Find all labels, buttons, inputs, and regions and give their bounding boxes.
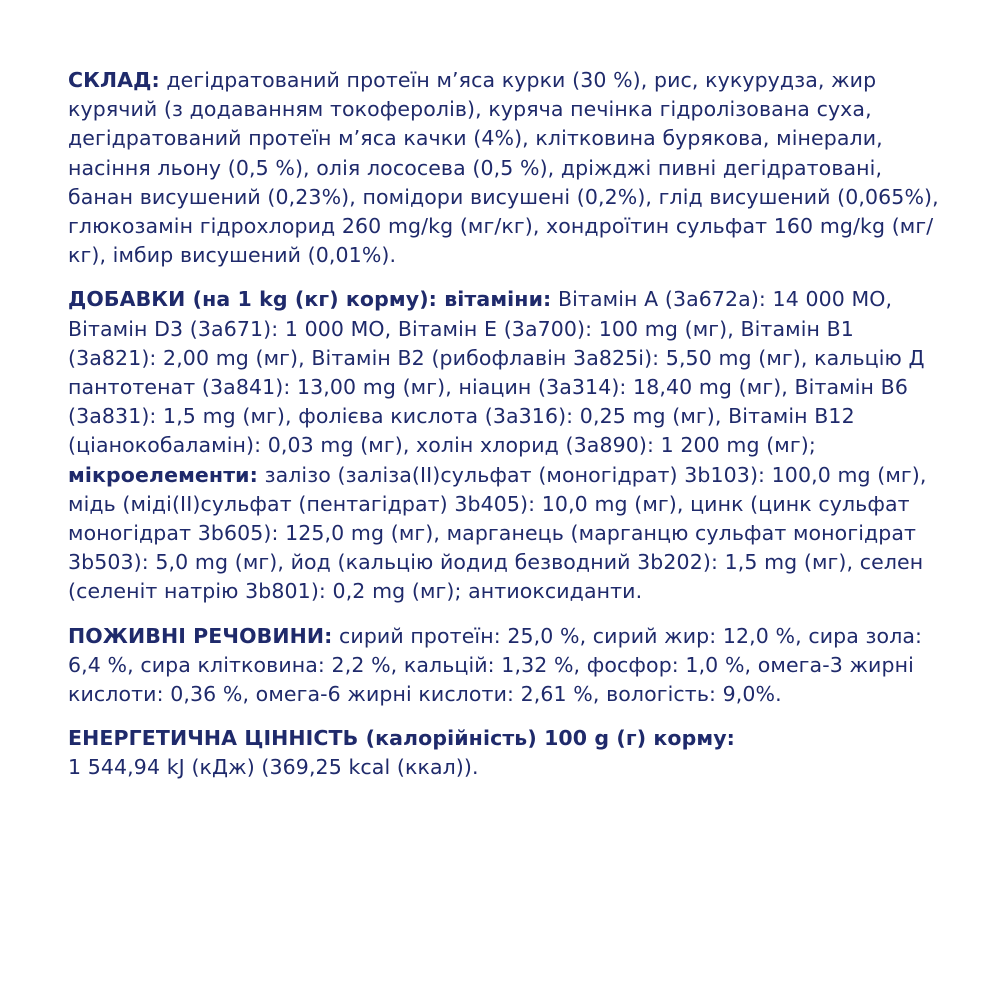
additives-heading: ДОБАВКИ (на 1 kg (кг) корму): [68,287,437,312]
composition-paragraph [68,66,948,270]
energy-text: 1 544,94 kJ (кДж) (369,25 kcal (ккал)). [68,755,479,780]
composition-text: дегідратований протеїн м’яса курки (30 %), рис, кукурудза, жир курячий (з додаванням токоферолів), куряча печінка гідролізована суха, дегідратований протеїн м’яса качки (4%), клітковина бурякова, мінерали, насіння льону (0,5 %), олія лососева (0,5 %), дріжджі пивні дегідратовані, банан висушений (0,23%), помідори висушені (0,2%), глід висушений (0,065%), глюкозамін гідрохлорид 260 mg/kg (мг/кг), хондроїтин сульфат 160 mg/kg (мг/кг), імбир висушений (0,01%). [68,68,939,268]
nutrients-paragraph [68,622,948,710]
nutrients-heading: ПОЖИВНІ РЕЧОВИНИ: [68,623,333,648]
microelements-subheading: мікроелементи: [68,462,258,487]
energy-paragraph [68,724,948,782]
vitamins-text: Вітамін А (3а672а): 14 000 МО, Вітамін D3 (3а671): 1 000 МО, Вітамін Е (3а700): 100 mg (мг), Вітамін В1 (3а821): 2,00 mg (мг), Вітамін В2 (рибофлавін 3а825і): 5,50 mg (мг), кальцію Д пантотенат (3а841): 13,00 mg (мг), ніацин (3а314): 18,40 mg (мг), Вітамін В6 (3а831): 1,5 mg (мг), фолієва кислота (3а316): 0,25 mg (мг), Вітамін В12 (ціанокобаламін): 0,03 mg (мг), холін хлорид (3а890): 1 200 mg (мг); [68,287,925,458]
energy-heading: ЕНЕРГЕТИЧНА ЦІННІСТЬ (калорійність) 100 g (г) корму: [68,726,735,751]
additives-paragraph [68,285,948,606]
microelements-text: залізо (заліза(ІІ)сульфат (моногідрат) 3b103): 100,0 mg (мг), мідь (міді(ІІ)сульфат (пентагідрат) 3b405): 10,0 mg (мг), цинк (цинк сульфат моногідрат 3b605): 125,0 mg (мг), марганець (марганцю сульфат моногідрат 3b503): 5,0 mg (мг), йод (кальцію йодид безводний 3b202): 1,5 mg (мг), селен (селеніт натрію 3b801): 0,2 mg (мг); антиоксиданти. [68,462,927,604]
composition-heading: СКЛАД: [68,68,160,92]
label-text-document [68,66,948,783]
nutrients-text: сирий протеїн: 25,0 %, сирий жир: 12,0 %, сира зола: 6,4 %, сира клітковина: 2,2 %, кальцій: 1,32 %, фосфор: 1,0 %, омега-3 жирні кислоти: 0,36 %, омега-6 жирні кислоти: 2,61 %, вологість: 9,0%. [68,623,923,707]
vitamins-subheading: вітаміни: [436,287,552,312]
